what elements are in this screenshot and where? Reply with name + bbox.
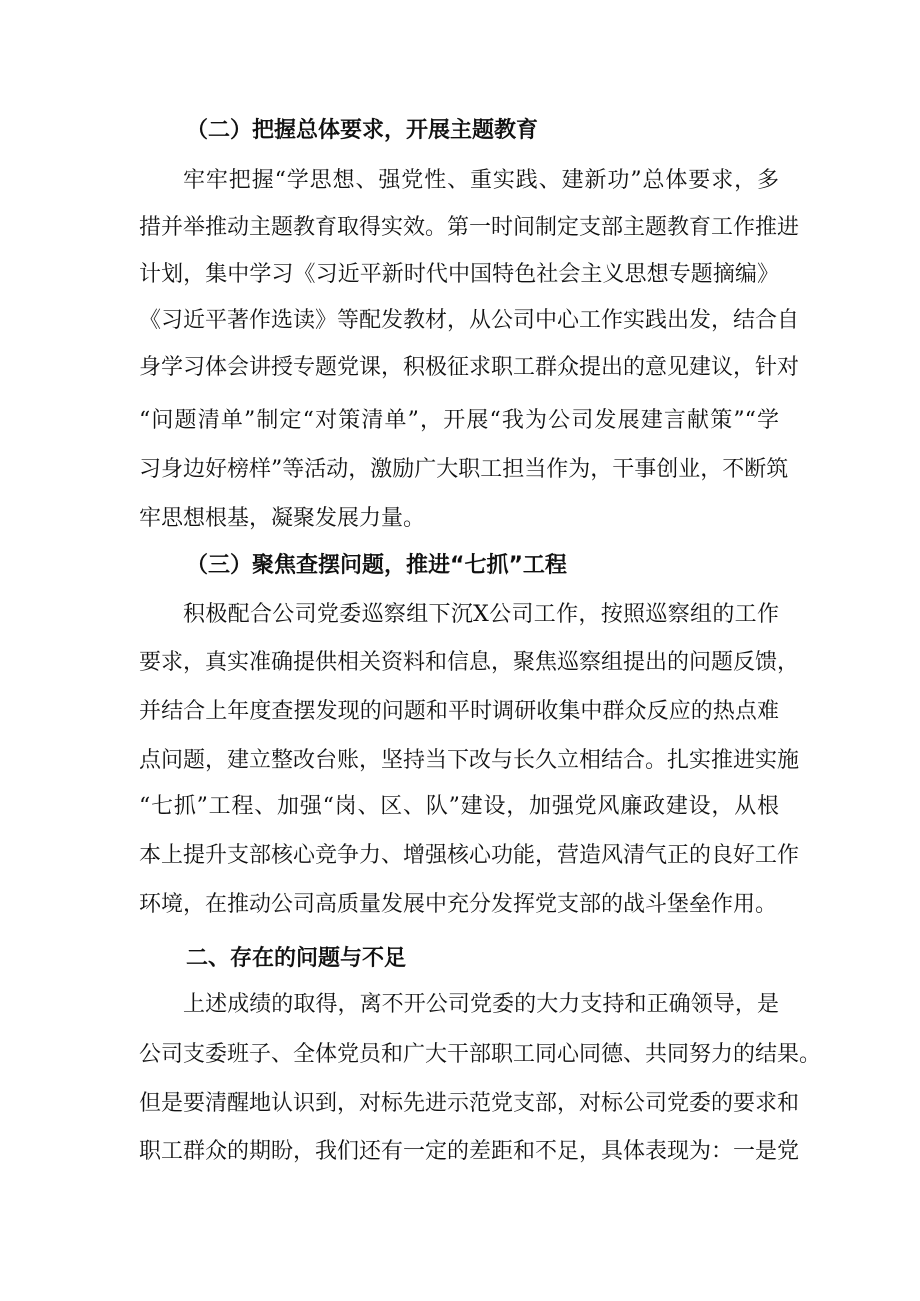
paragraph-line: 点问题，建立整改台账，坚持当下改与长久立相结合。扎实推进实施 bbox=[139, 748, 800, 773]
paragraph-line: 《习近平著作选读》等配发教材，从公司中心工作实践出发，结合自 bbox=[139, 308, 800, 333]
paragraph-line: 身学习体会讲授专题党课，积极征求职工群众提出的意见建议，针对 bbox=[139, 355, 800, 380]
paragraph-line: 并结合上年度查摆发现的问题和平时调研收集中群众反应的热点难 bbox=[139, 699, 779, 724]
paragraph-line: 计划，集中学习《习近平新时代中国特色社会主义思想专题摘编》 bbox=[139, 262, 779, 287]
section-heading-2: （二）把握总体要求，开展主题教育 bbox=[186, 118, 539, 143]
section-heading-3: （三）聚焦查摆问题，推进“七抓”工程 bbox=[186, 553, 567, 578]
paragraph-line: 措并举推动主题教育取得实效。第一时间制定支部主题教育工作推进 bbox=[139, 215, 800, 240]
paragraph-line: 积极配合公司党委巡察组下沉X公司工作，按照巡察组的工作 bbox=[183, 602, 779, 627]
paragraph-line: 牢牢把握“学思想、强党性、重实践、建新功”总体要求，多 bbox=[183, 168, 779, 193]
paragraph-line: 要求，真实准确提供相关资料和信息，聚焦巡察组提出的问题反馈， bbox=[139, 650, 800, 675]
chapter-heading-problems: 二、存在的问题与不足 bbox=[186, 946, 407, 971]
paragraph-line: 本上提升支部核心竞争力、增强核心功能，营造风清气正的良好工作 bbox=[139, 843, 800, 868]
paragraph-line: “问题清单”制定“对策清单”，开展“我为公司发展建言献策”“学 bbox=[139, 408, 779, 433]
paragraph-line: 习身边好榜样”等活动，激励广大职工担当作为，干事创业，不断筑 bbox=[139, 457, 789, 482]
paragraph-line: 公司支委班子、全体党员和广大干部职工同心同德、共同努力的结果。 bbox=[139, 1042, 822, 1067]
paragraph-line: 上述成绩的取得，离不开公司党委的大力支持和正确领导，是 bbox=[183, 992, 779, 1017]
paragraph-line: “七抓”工程、加强“岗、区、队”建设，加强党风廉政建设，从根 bbox=[139, 794, 779, 819]
paragraph-line: 牢思想根基，凝聚发展力量。 bbox=[139, 506, 426, 531]
paragraph-line: 环境，在推动公司高质量发展中充分发挥党支部的战斗堡垒作用。 bbox=[139, 892, 778, 917]
paragraph-line: 职工群众的期盼，我们还有一定的差距和不足，具体表现为：一是党 bbox=[139, 1139, 800, 1164]
paragraph-line: 但是要清醒地认识到，对标先进示范党支部，对标公司党委的要求和 bbox=[139, 1091, 800, 1116]
